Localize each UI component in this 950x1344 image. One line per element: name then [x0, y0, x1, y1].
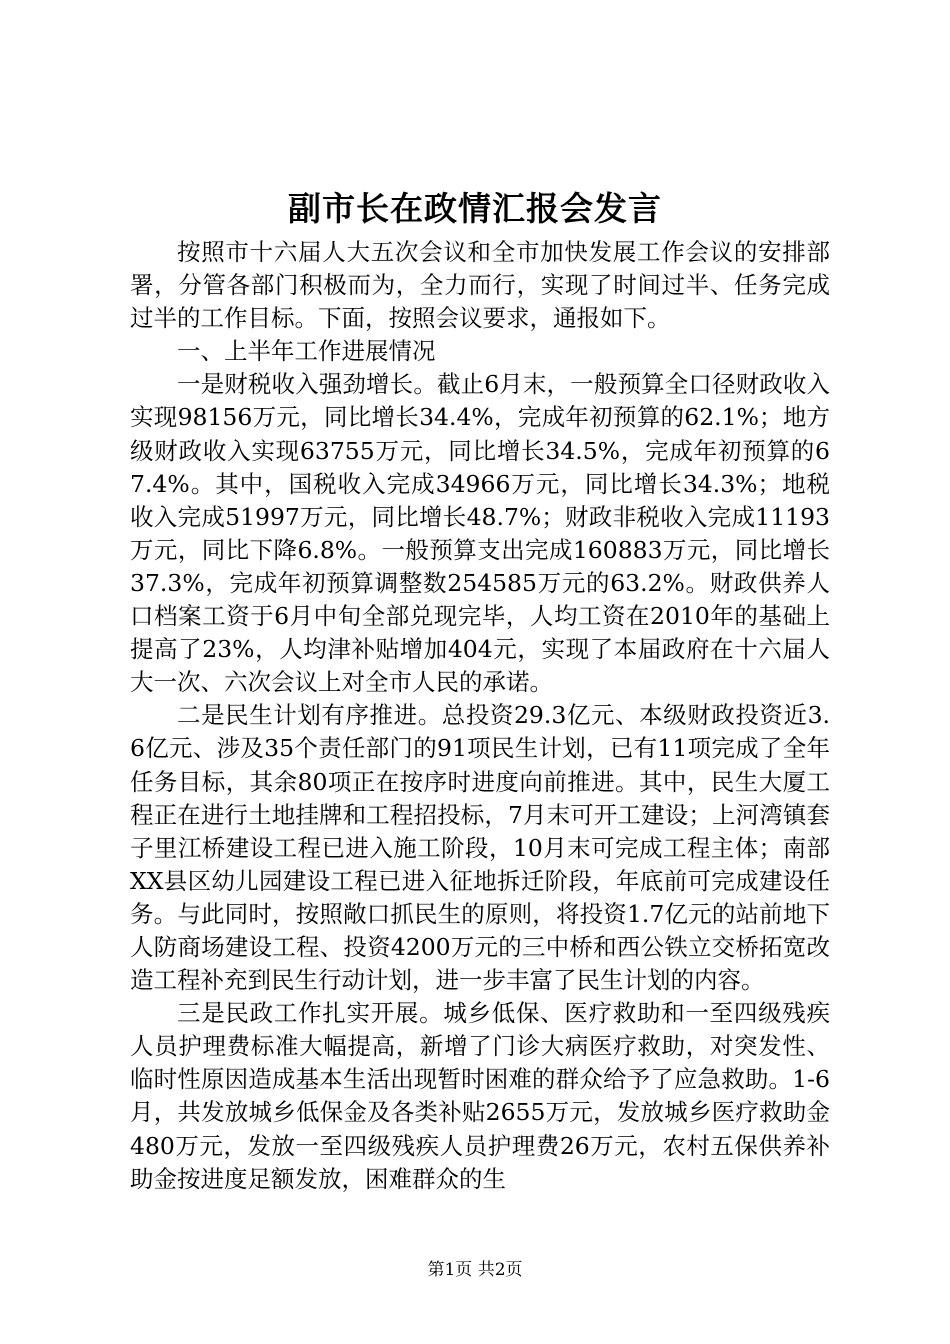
page-footer: 第1页 共2页 [427, 1260, 523, 1280]
section-heading: 一、上半年工作进展情况 [177, 337, 436, 366]
document-title: 副市长在政情汇报会发言 [288, 189, 662, 228]
fiscal-revenue-paragraph: 一是财税收入强劲增长。截止6月末，一般预算全口径财政收入实现98156万元，同比增长34.4%，完成年初预算的62.1%；地方级财政收入实现63755万元，同比增长34.5%，完成年初预算的67.4%。其中，国税收入完成34966万元，同比增长34.3%；地税收入完成51997万元，同比增长48.7%；财政非税收入完成11193万元，同比下降6.8%。一般预算支出完成160883万元，同比增长37.3%，完成年初预算调整数254585万元的63.2%。财政供养人口档案工资于6月中旬全部兑现完毕，人均工资在2010年的基础上提高了23%，人均津补贴增加404元，实现了本届政府在十六届人大一次、六次会议上对全市人民的承诺。 [130, 370, 830, 697]
document-body [130, 236, 830, 1196]
livelihood-plan-paragraph: 二是民生计划有序推进。总投资29.3亿元、本级财政投资近3.6亿元、涉及35个责任部门的91项民生计划，已有11项完成了全年任务目标，其余80项正在按序时进度向前推进。其中，民生大厦工程正在进行土地挂牌和工程招投标，7月末可开工建设；上河湾镇套子里江桥建设工程已进入施工阶段，10月末可完成工程主体；南部XX县区幼儿园建设工程已进入征地拆迁阶段，年底前可完成建设任务。与此同时，按照敞口抓民生的原则，将投资1.7亿元的站前地下人防商场建设工程、投资4200万元的三中桥和西公铁立交桥拓宽改造工程补充到民生行动计划，进一步丰富了民生计划的内容。 [130, 701, 830, 995]
intro-paragraph: 按照市十六届人大五次会议和全市加快发展工作会议的安排部署，分管各部门积极而为，全力而行，实现了时间过半、任务完成过半的工作目标。下面，按照会议要求，通报如下。 [130, 238, 830, 333]
civil-affairs-paragraph: 三是民政工作扎实开展。城乡低保、医疗救助和一至四级残疾人员护理费标准大幅提高，新增了门诊大病医疗救助，对突发性、临时性原因造成基本生活出现暂时困难的群众给予了应急救助。1-6月，共发放城乡低保金及各类补贴2655万元，发放城乡医疗救助金480万元，发放一至四级残疾人员护理费26万元，农村五保供养补助金按进度足额发放，困难群众的生 [130, 999, 830, 1193]
